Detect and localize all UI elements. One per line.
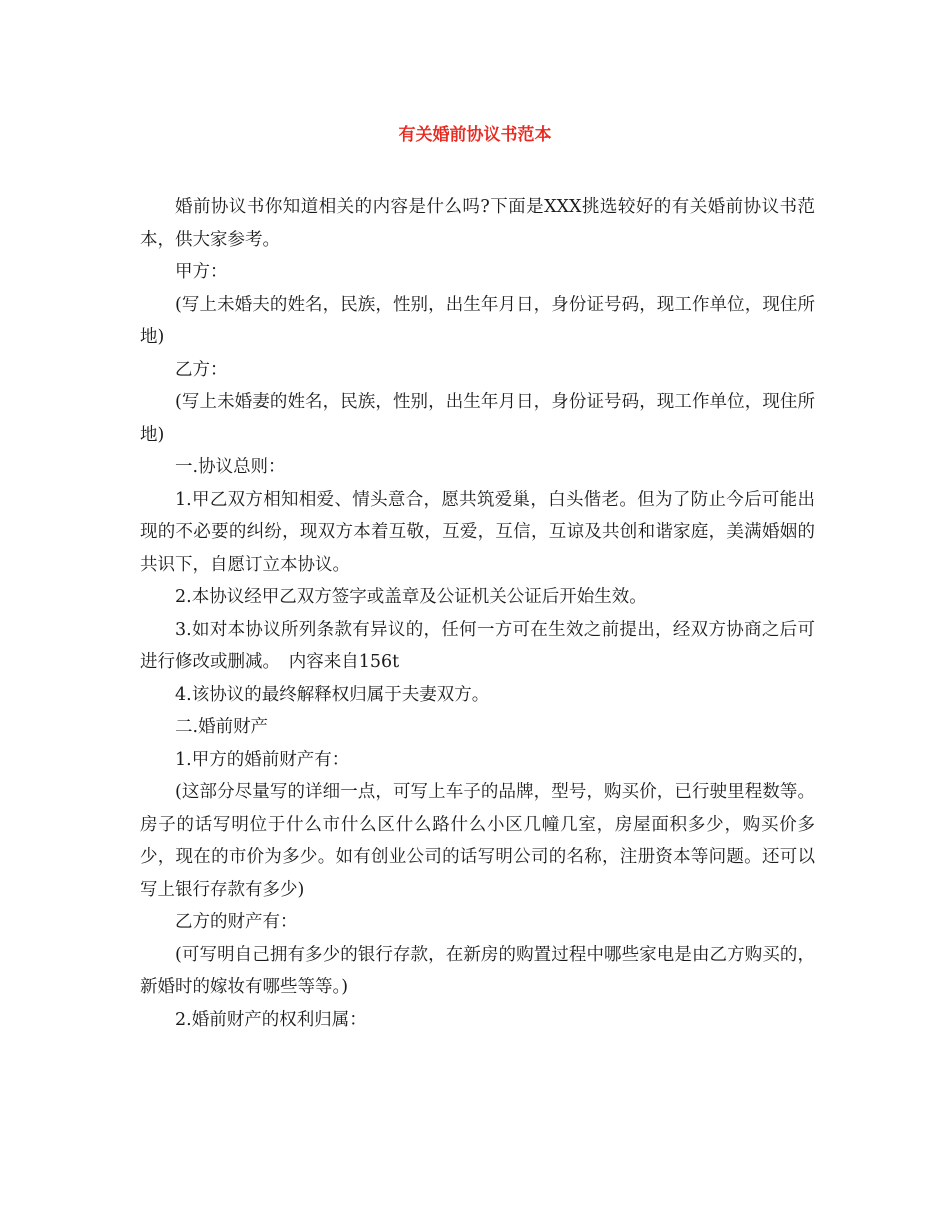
paragraph-general-1: 1.甲乙双方相知相爱、情头意合，愿共筑爱巢，白头偕老。但为了防止今后可能出现的不必要的纠纷，现双方本着互敬，互爱，互信，互谅及共创和谐家庭，美满婚姻的共识下，自愿订立本协议。 xyxy=(140,489,815,575)
paragraph-party-b-label: 乙方： xyxy=(175,359,228,380)
document-title: 有关婚前协议书范本 xyxy=(398,125,552,145)
paragraph-intro: 婚前协议书你知道相关的内容是什么吗?下面是XXX挑选较好的有关婚前协议书范本，供大家参考。 xyxy=(140,197,815,250)
paragraph-general-3: 3.如对本协议所列条款有异议的，任何一方可在生效之前提出，经双方协商之后可进行修改或删减。 内容来自156t xyxy=(140,619,815,672)
document-body xyxy=(140,191,815,1036)
paragraph-property-ownership: 2.婚前财产的权利归属： xyxy=(175,1009,367,1030)
paragraph-general-4: 4.该协议的最终解释权归属于夫妻双方。 xyxy=(175,684,490,705)
paragraph-general-2: 2.本协议经甲乙双方签字或盖章及公证机关公证后开始生效。 xyxy=(175,587,647,607)
paragraph-party-a-label: 甲方： xyxy=(175,262,228,282)
paragraph-property-a-note: (这部分尽量写的详细一点，可写上车子的品牌，型号，购买价，已行驶里程数等。房子的话写明位于什么市什么区什么路什么小区几幢几室，房屋面积多少，购买价多少，现在的市价为多少。如有创业公司的话写明公司的名称，注册资本等问题。还可以写上银行存款有多少) xyxy=(140,782,815,900)
section-heading-property: 二.婚前财产 xyxy=(175,717,269,737)
paragraph-party-a-note: (写上未婚夫的姓名，民族，性别，出生年月日，身份证号码，现工作单位，现住所地) xyxy=(140,294,815,347)
paragraph-property-b-label: 乙方的财产有： xyxy=(175,912,298,932)
paragraph-party-b-note: (写上未婚妻的姓名，民族，性别，出生年月日，身份证号码，现工作单位，现住所地) xyxy=(140,392,815,445)
paragraph-property-a-label: 1.甲方的婚前财产有： xyxy=(175,749,350,770)
section-heading-general: 一.协议总则： xyxy=(175,457,286,477)
paragraph-property-b-note: (可写明自己拥有多少的银行存款，在新房的购置过程中哪些家电是由乙方购买的，新婚时的嫁妆有哪些等等。) xyxy=(140,944,815,997)
